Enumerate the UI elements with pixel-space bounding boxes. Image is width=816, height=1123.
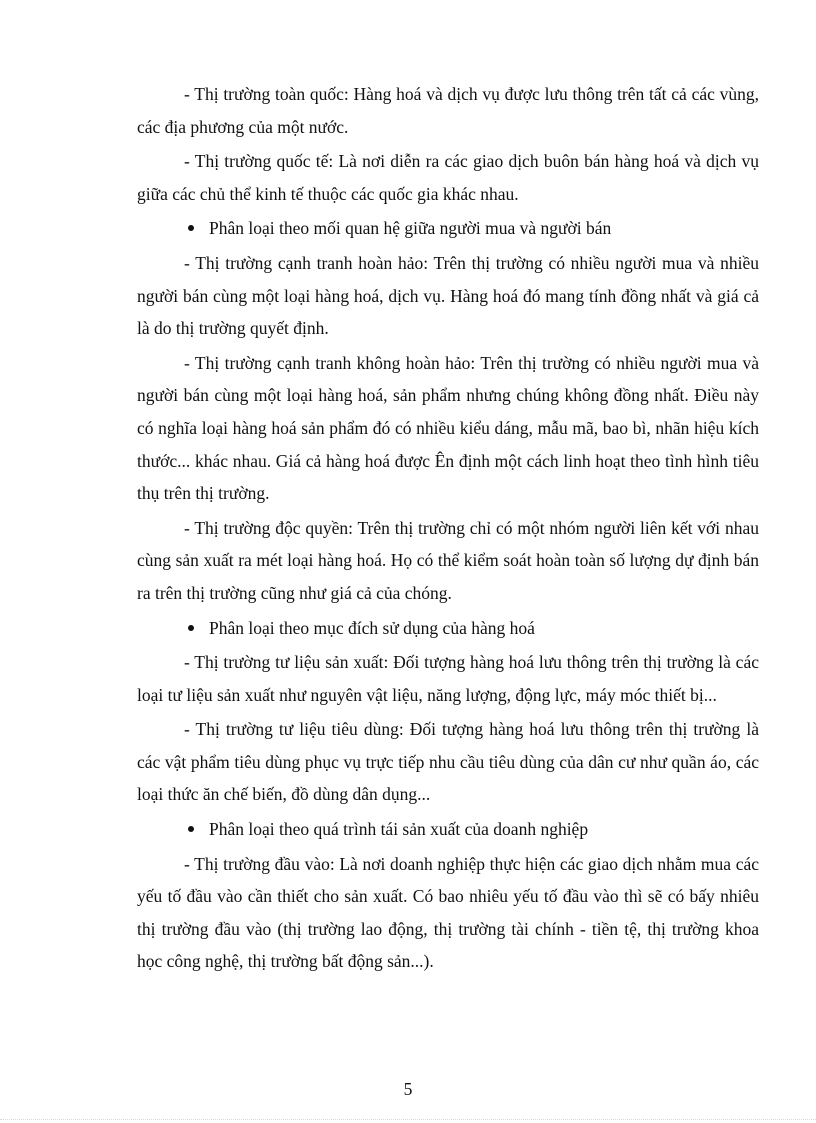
bullet-icon xyxy=(188,225,194,231)
bullet-reproduction-process-classification xyxy=(137,813,759,846)
paragraph-monopoly: - Thị trường độc quyền: Trên thị trường chỉ có một nhóm người liên kết với nhau cùng sản xuất ra mét loại hàng hoá. Họ có thể kiểm soát hoàn toàn số lượng dự định bán ra trên thị trường cũng như giá cả của chóng. xyxy=(137,517,759,603)
bullet-label: Phân loại theo mối quan hệ giữa người mua và người bán xyxy=(209,218,612,239)
bullet-icon xyxy=(188,625,194,631)
paragraph-imperfect-competition: - Thị trường cạnh tranh không hoàn hảo: Trên thị trường có nhiều người mua và người bán cùng một loại hàng hoá, sản phẩm nhưng chúng không đồng nhất. Điều này có nghĩa loại hàng hoá sản phẩm đó có nhiều kiểu dáng, mẫu mã, bao bì, nhãn hiệu kích thước... khác nhau. Giá cả hàng hoá được Ên định một cách linh hoạt theo tình hình tiêu thụ trên thị trường. xyxy=(137,352,759,504)
bullet-label: Phân loại theo mục đích sử dụng của hàng hoá xyxy=(209,617,535,638)
page-bottom-divider xyxy=(0,1119,816,1120)
paragraph-international-market: - Thị trường quốc tế: Là nơi diễn ra các giao dịch buôn bán hàng hoá và dịch vụ giữa các chủ thể kinh tế thuộc các quốc gia khác nhau. xyxy=(137,151,759,204)
page-number: 5 xyxy=(403,1079,413,1099)
paragraph-consumer-goods-market: - Thị trường tư liệu tiêu dùng: Đối tượng hàng hoá lưu thông trên thị trường là các vật phẩm tiêu dùng phục vụ trực tiếp nhu cầu tiêu dùng của dân cư như quần áo, các loại thức ăn chế biến, đồ dùng dân dụng... xyxy=(137,719,759,805)
bullet-buyer-seller-classification xyxy=(137,212,759,245)
paragraph-national-market: - Thị trường toàn quốc: Hàng hoá và dịch vụ được lưu thông trên tất cả các vùng, các địa phương của một nước. xyxy=(137,84,759,137)
bullet-label: Phân loại theo quá trình tái sản xuất của doanh nghiệp xyxy=(209,819,589,840)
paragraph-production-materials-market: - Thị trường tư liệu sản xuất: Đối tượng hàng hoá lưu thông trên thị trường là các loại tư liệu sản xuất như nguyên vật liệu, năng lượng, động lực, máy móc thiết bị... xyxy=(137,652,759,705)
paragraph-perfect-competition: - Thị trường cạnh tranh hoàn hảo: Trên thị trường có nhiều người mua và nhiều người bán cùng một loại hàng hoá, dịch vụ. Hàng hoá đó mang tính đồng nhất và giá cả là do thị trường quyết định. xyxy=(137,252,759,339)
bullet-icon xyxy=(188,826,194,832)
paragraph-input-market: - Thị trường đầu vào: Là nơi doanh nghiệp thực hiện các giao dịch nhằm mua các yếu tố đầu vào cần thiết cho sản xuất. Có bao nhiêu yếu tố đầu vào thì sẽ có bấy nhiêu thị trường đầu vào (thị trường lao động, thị trường tài chính - tiền tệ, thị trường khoa học công nghệ, thị trường bất động sản...). xyxy=(137,853,759,972)
bullet-usage-purpose-classification xyxy=(137,612,759,645)
document-body xyxy=(137,78,759,980)
